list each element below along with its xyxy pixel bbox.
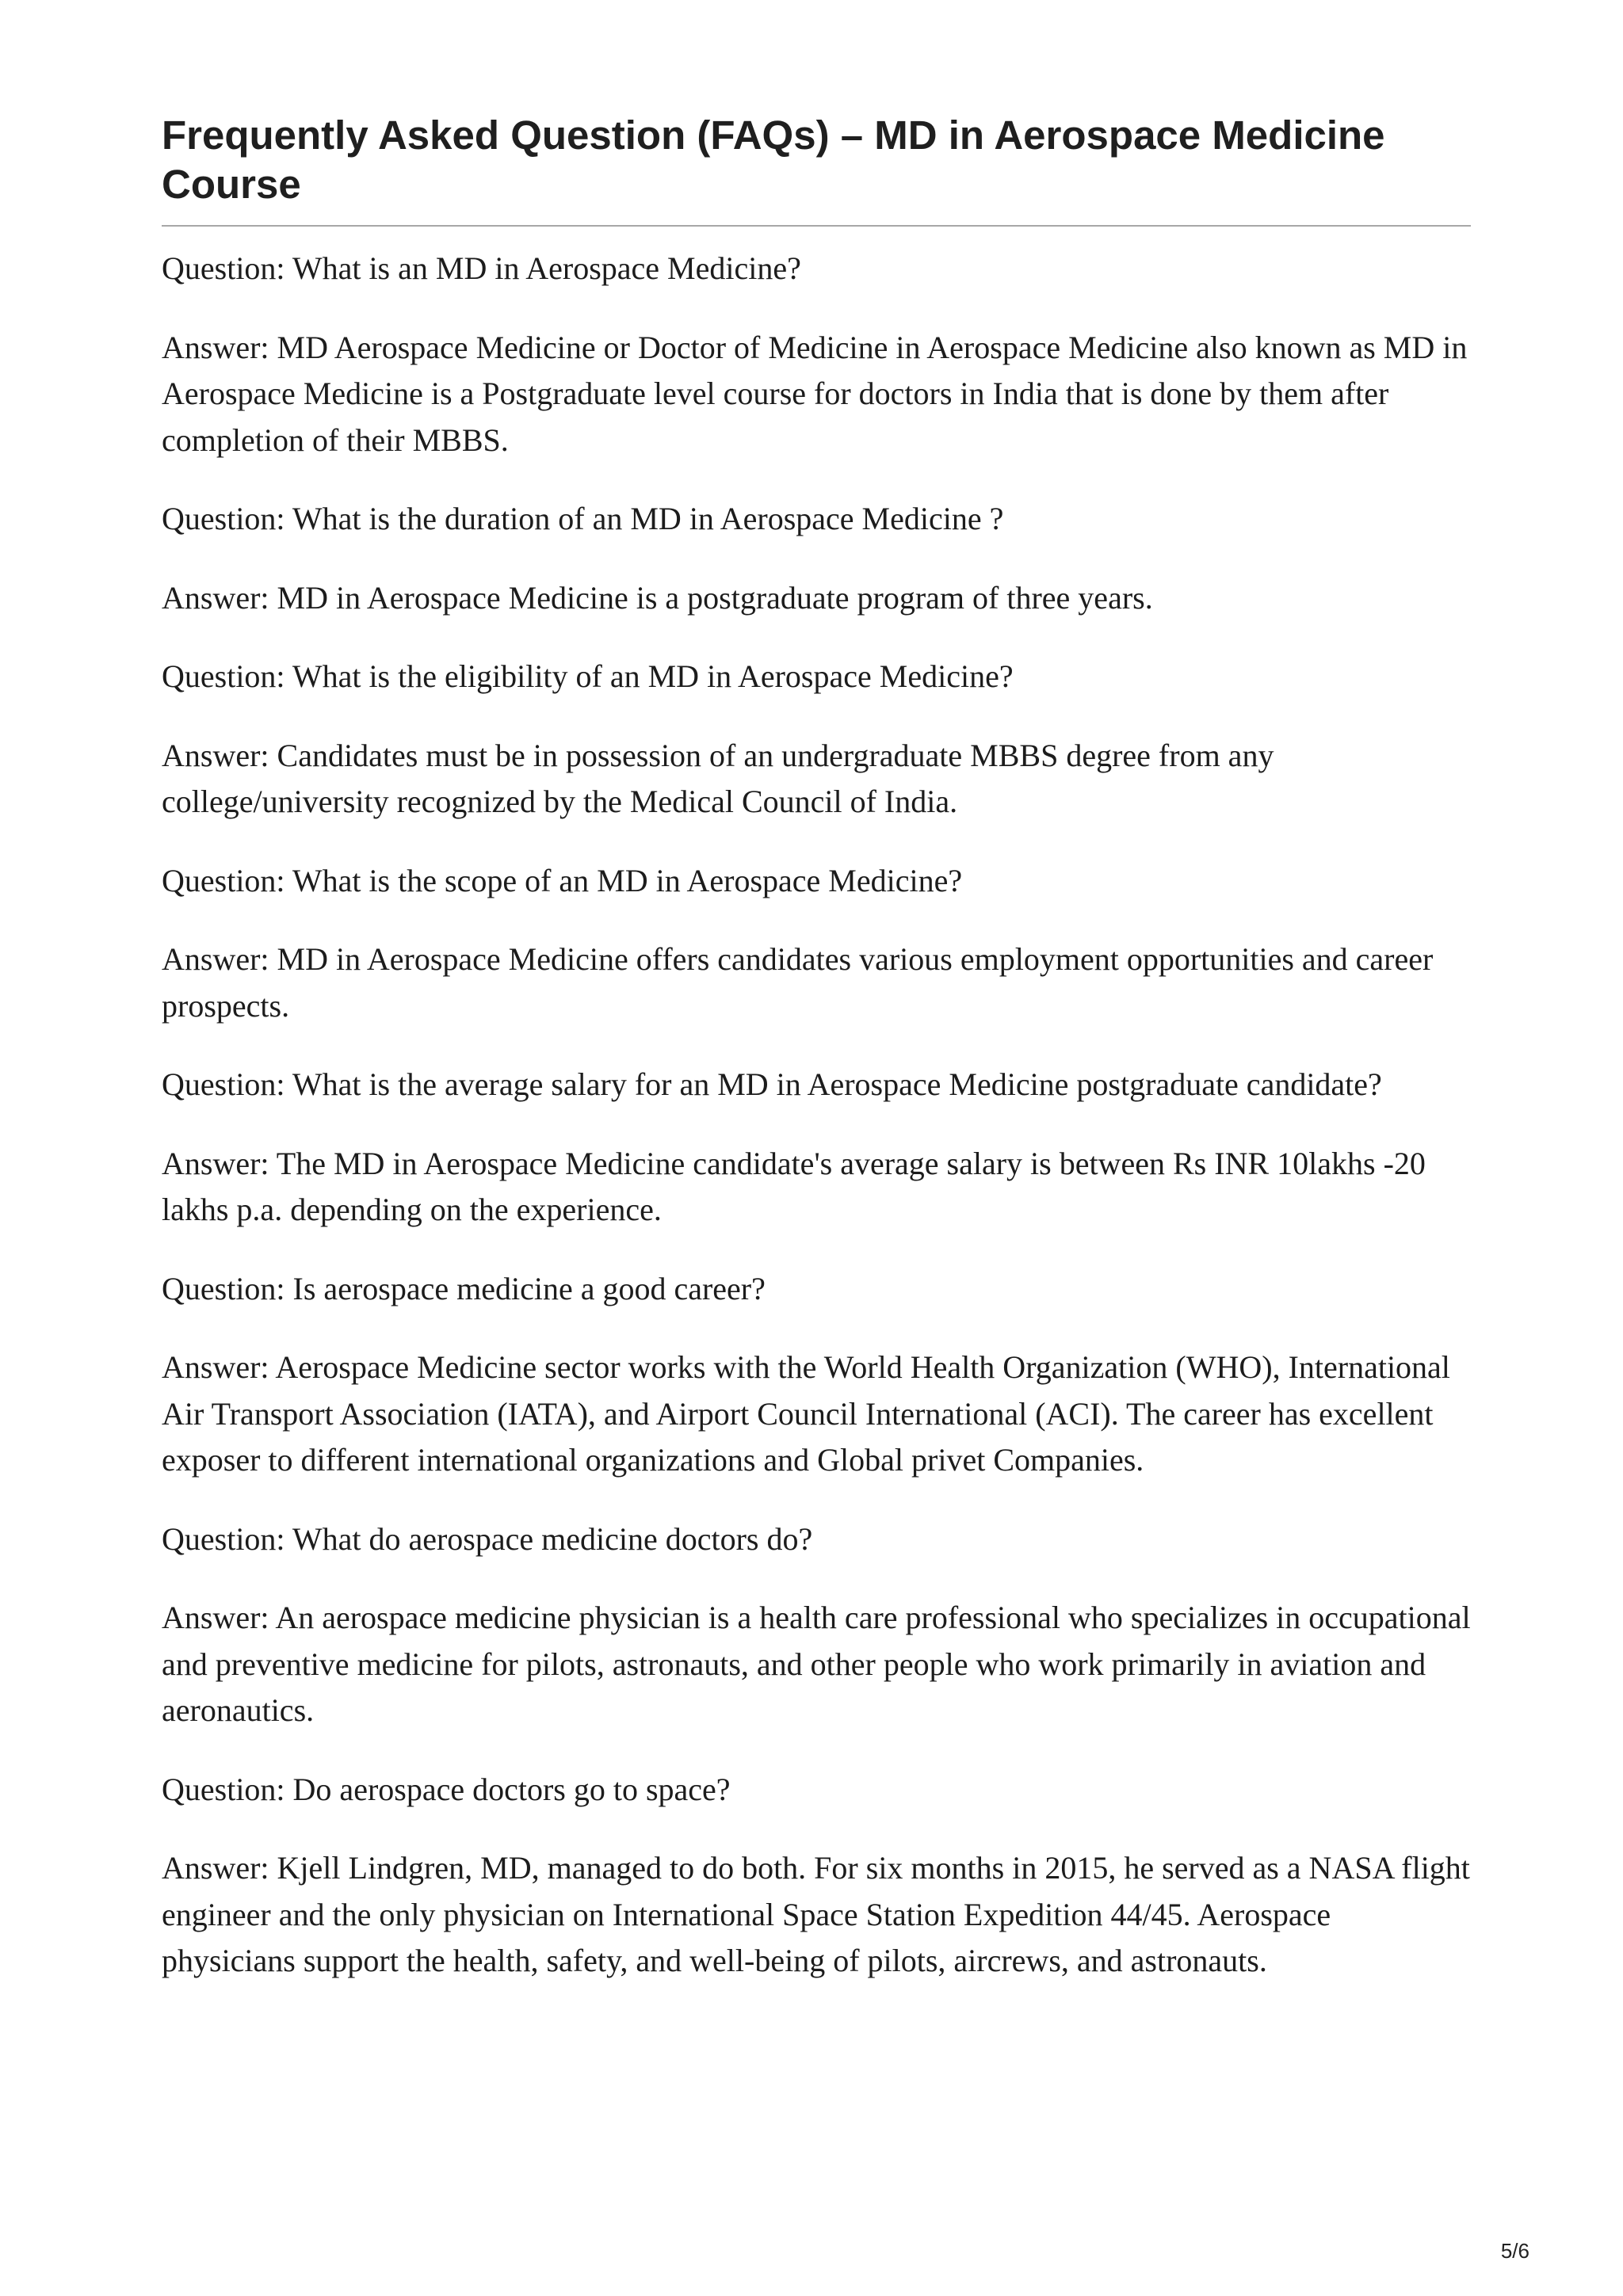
- faq-question: Question: What do aerospace medicine doctors do?: [162, 1520, 813, 1557]
- document-page: [162, 111, 1471, 2017]
- faq-question: Question: What is an MD in Aerospace Medicine?: [162, 250, 801, 286]
- page-title: Frequently Asked Question (FAQs) – MD in Aerospace Medicine Course: [162, 113, 1385, 207]
- title-divider: [162, 225, 1471, 227]
- faq-answer: Answer: MD Aerospace Medicine or Doctor of Medicine in Aerospace Medicine also known as MD in Aerospace Medicine is a Postgraduate level course for doctors in India that is done by them after completion of their MBBS.: [162, 329, 1468, 458]
- faq-answer: Answer: MD in Aerospace Medicine is a postgraduate program of three years.: [162, 579, 1153, 616]
- faq-answer: Answer: The MD in Aerospace Medicine candidate's average salary is between Rs INR 10lakhs -20 lakhs p.a. depending on the experience.: [162, 1145, 1426, 1227]
- faq-question: Question: Do aerospace doctors go to space?: [162, 1771, 731, 1807]
- faq-answer: Answer: Aerospace Medicine sector works with the World Health Organization (WHO), International Air Transport Association (IATA), and Airport Council International (ACI). The career has excellent exposer to different international organizations and Global privet Companies.: [162, 1349, 1450, 1478]
- faq-question: Question: What is the average salary for an MD in Aerospace Medicine postgraduate candidate?: [162, 1066, 1382, 1102]
- faq-answer: Answer: Kjell Lindgren, MD, managed to do both. For six months in 2015, he served as a NASA flight engineer and the only physician on International Space Station Expedition 44/45. Aerospace physicians support the health, safety, and well-being of pilots, aircrews, and astronauts.: [162, 1850, 1470, 1978]
- faq-question: Question: What is the scope of an MD in Aerospace Medicine?: [162, 862, 963, 898]
- page-number: 5/6: [1500, 2239, 1529, 2263]
- faq-list: [162, 246, 1471, 1985]
- faq-question: Question: Is aerospace medicine a good career?: [162, 1270, 766, 1306]
- faq-question: Question: What is the duration of an MD in Aerospace Medicine ?: [162, 501, 1004, 536]
- faq-answer: Answer: MD in Aerospace Medicine offers candidates various employment opportunities and career prospects.: [162, 941, 1434, 1024]
- faq-question: Question: What is the eligibility of an MD in Aerospace Medicine?: [162, 658, 1014, 694]
- faq-answer: Answer: Candidates must be in possession of an undergraduate MBBS degree from any college/university recognized by the Medical Council of India.: [162, 737, 1274, 819]
- faq-answer: Answer: An aerospace medicine physician is a health care professional who specializes in occupational and preventive medicine for pilots, astronauts, and other people who work primarily in aviation and aeronautics.: [162, 1600, 1471, 1728]
